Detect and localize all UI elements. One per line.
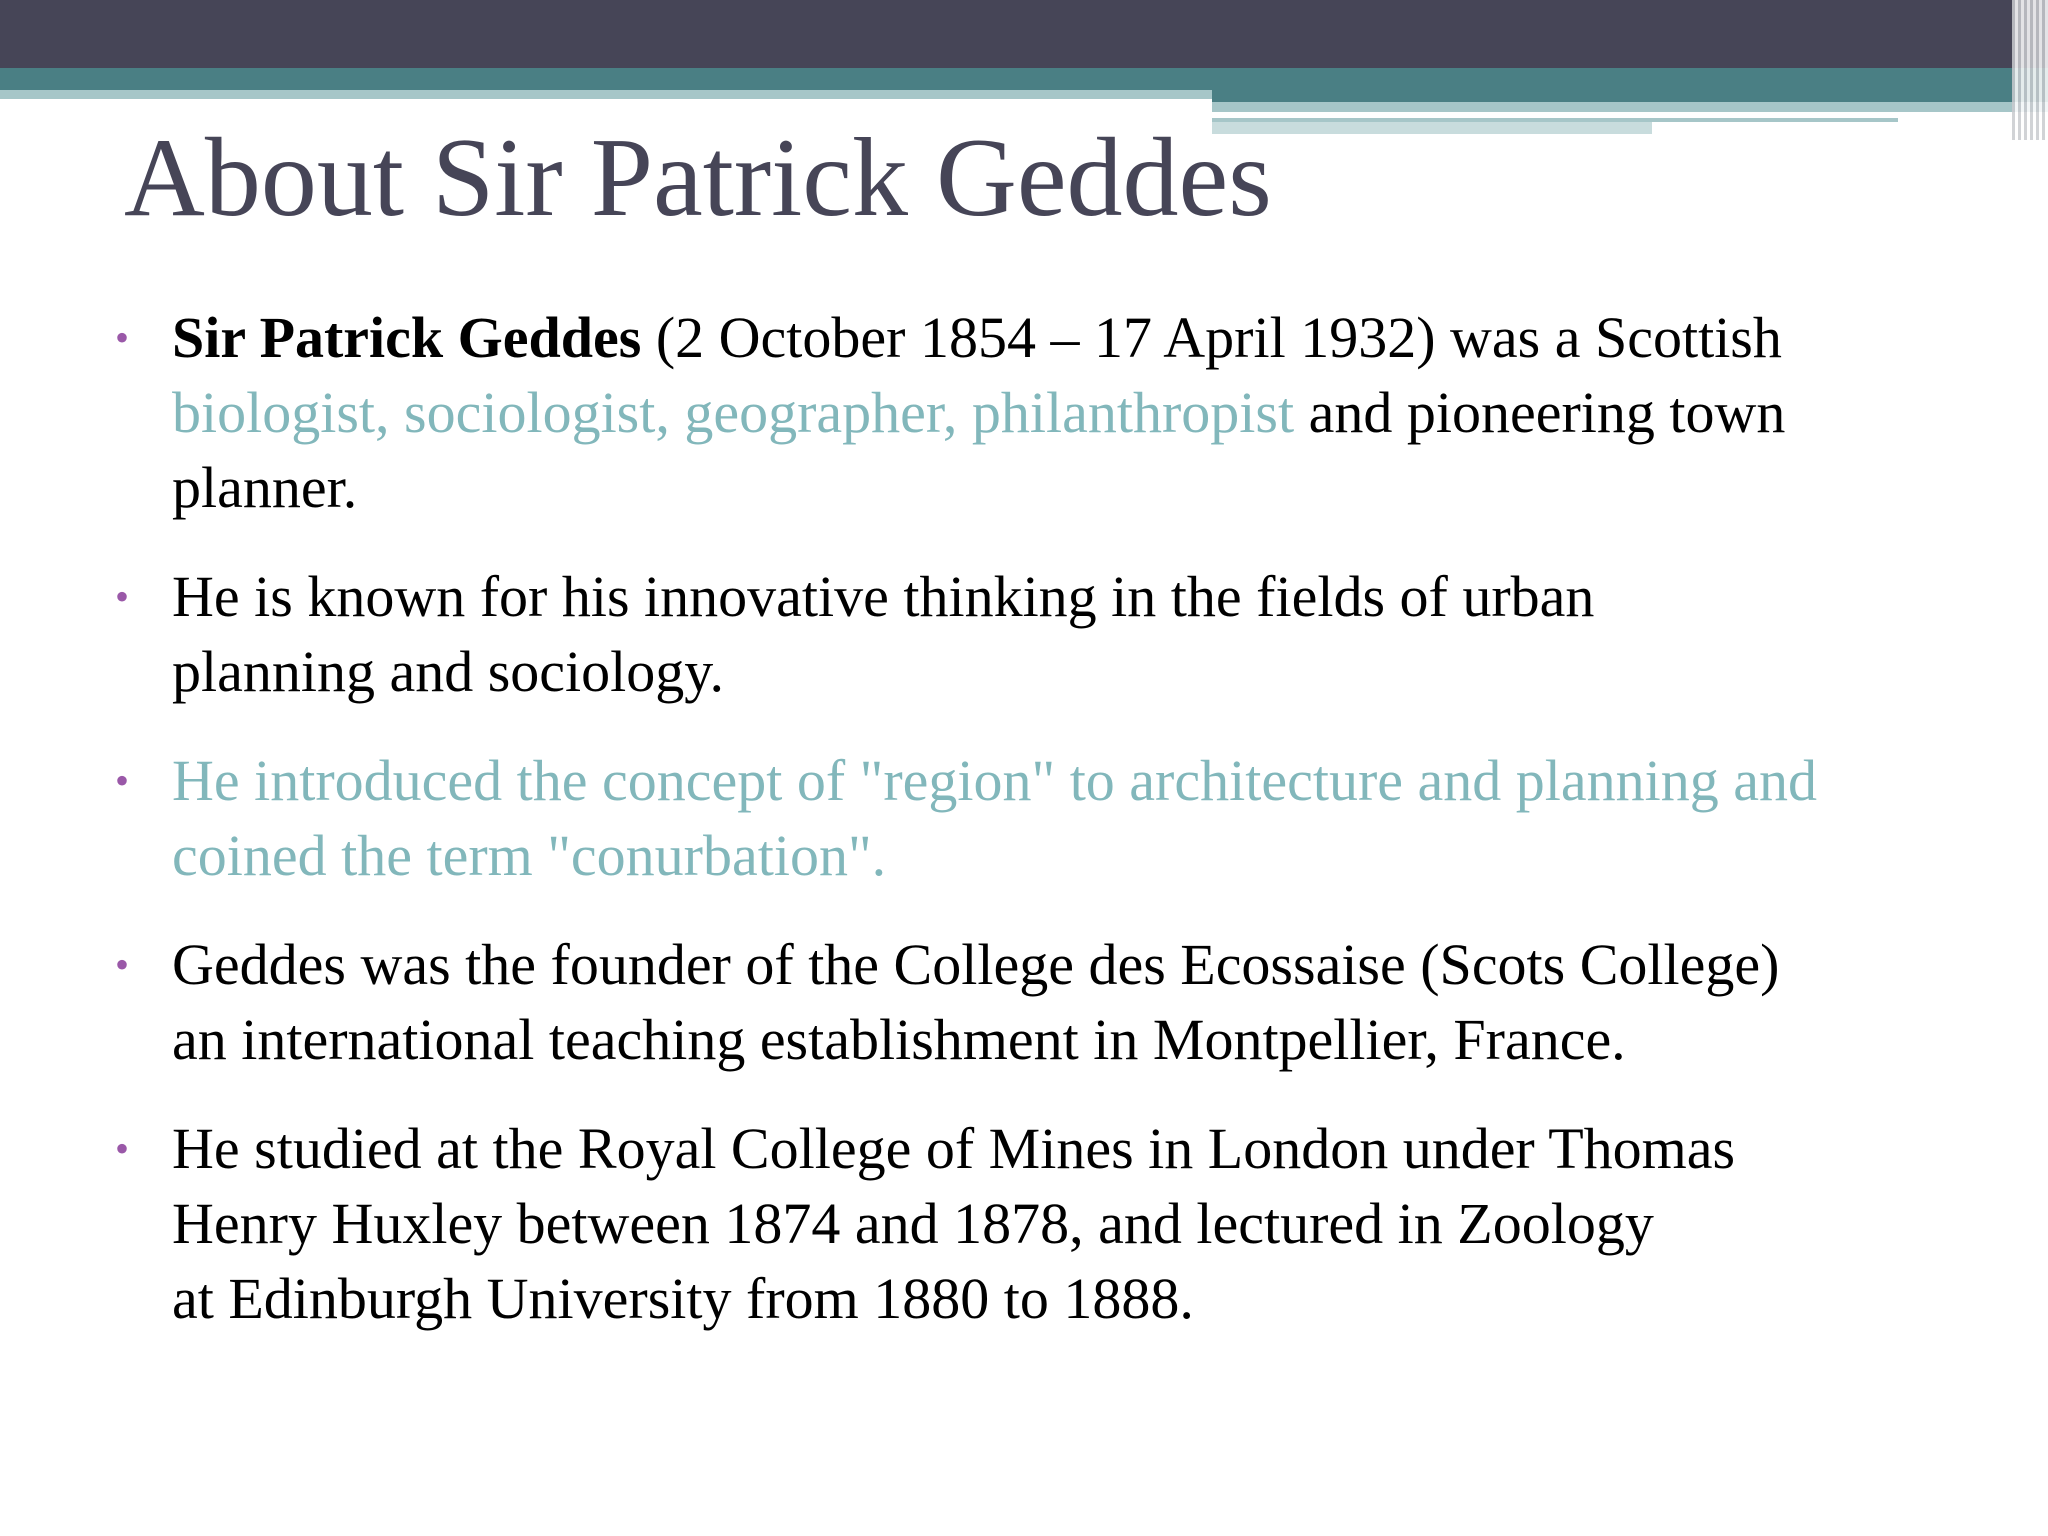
bullet-text: coined the term "conurbation".	[172, 823, 887, 888]
header-band-right-thin	[1212, 112, 1898, 122]
bullet-marker: •	[115, 758, 130, 803]
bullet-line	[172, 300, 1990, 375]
bullet-item-2	[110, 559, 1990, 709]
bullet-marker: •	[115, 574, 130, 619]
bullet-text: He introduced the concept of "region" to architecture and planning and	[172, 748, 1817, 813]
bullet-text: an international teaching establishment in Montpellier, France.	[172, 1007, 1626, 1072]
bullet-marker: •	[115, 315, 130, 360]
bullet-text: planner.	[172, 455, 358, 520]
bullet-item-3	[110, 743, 1990, 893]
slide-title: About Sir Patrick Geddes	[124, 116, 1272, 240]
bullet-text: (2 October 1854 – 17 April 1932) was a Scottish	[641, 305, 1782, 370]
bullet-text: Geddes was the founder of the College des Ecossaise (Scots College)	[172, 932, 1780, 997]
header-band-light	[0, 90, 1212, 99]
bullet-marker: •	[115, 942, 130, 987]
bullet-text: and pioneering town	[1294, 380, 1786, 445]
highlight-text: biologist, sociologist, geographer, philanthropist	[172, 380, 1295, 445]
bold-name: Sir Patrick Geddes	[172, 305, 642, 370]
header-band-teal	[0, 68, 2048, 90]
header-band-right-extra	[1212, 122, 1652, 134]
bullet-item-5	[110, 1111, 1990, 1336]
bullet-text: He studied at the Royal College of Mines in London under Thomas	[172, 1116, 1736, 1181]
bullet-marker: •	[115, 1126, 130, 1171]
bullet-text: planning and sociology.	[172, 639, 724, 704]
header-band-right-teal	[1212, 90, 2048, 102]
bullet-line	[172, 375, 1990, 450]
bullet-text: at Edinburgh University from 1880 to 1888.	[172, 1266, 1194, 1331]
bullet-item-1	[110, 300, 1990, 525]
header-band-right-light	[1212, 102, 2048, 112]
bullet-text: He is known for his innovative thinking in the fields of urban	[172, 564, 1595, 629]
bullet-list	[110, 300, 1990, 1370]
header-stripes	[2012, 0, 2048, 140]
bullet-item-4	[110, 927, 1990, 1077]
header-band-dark	[0, 0, 2048, 68]
bullet-text: Henry Huxley between 1874 and 1878, and lectured in Zoology	[172, 1191, 1654, 1256]
